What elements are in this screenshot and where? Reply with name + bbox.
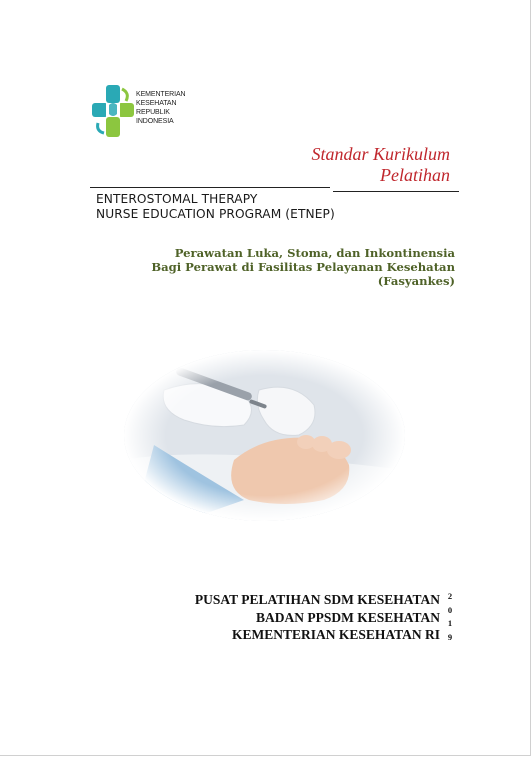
subtitle-line-2: Bagi Perawat di Fasilitas Pelayanan Kesehatan — [151, 260, 455, 274]
publisher-block — [195, 591, 440, 644]
divider-rule — [90, 187, 330, 188]
program-title-line-2: NURSE EDUCATION PROGRAM (ETNEP) — [96, 207, 335, 221]
ministry-logo — [92, 83, 202, 143]
publisher-line-2: BADAN PPSDM KESEHATAN — [255, 609, 440, 625]
divider-rule — [333, 191, 459, 192]
year-digit: 2 — [447, 591, 453, 601]
document-type-line-1: Standar Kurikulum — [311, 144, 450, 164]
logo-line: KEMENTERIAN — [136, 91, 186, 98]
ministry-emblem-icon — [92, 83, 136, 143]
document-subtitle — [151, 246, 455, 288]
subtitle-line-1: Perawatan Luka, Stoma, dan Inkontinensia — [174, 246, 455, 260]
subtitle-line-3: (Fasyankes) — [377, 274, 455, 288]
program-title — [96, 192, 335, 222]
publication-year — [446, 590, 454, 644]
year-digit: 0 — [447, 604, 453, 615]
document-type-title — [311, 144, 450, 186]
publisher-line-3: KEMENTERIAN KESEHATAN RI — [231, 627, 440, 642]
document-type-line-2: Pelatihan — [380, 165, 450, 185]
program-title-line-1: ENTEROSTOMAL THERAPY — [96, 192, 258, 206]
logo-line: REPUBLIK — [136, 109, 170, 116]
publisher-line-1: PUSAT PELATIHAN SDM KESEHATAN — [194, 592, 440, 607]
foot-care-photo — [124, 350, 405, 521]
logo-line: INDONESIA — [136, 118, 174, 125]
year-digit: 1 — [447, 618, 453, 628]
logo-line: KESEHATAN — [136, 100, 177, 107]
year-digit: 9 — [447, 631, 453, 642]
logo-text — [136, 90, 185, 126]
